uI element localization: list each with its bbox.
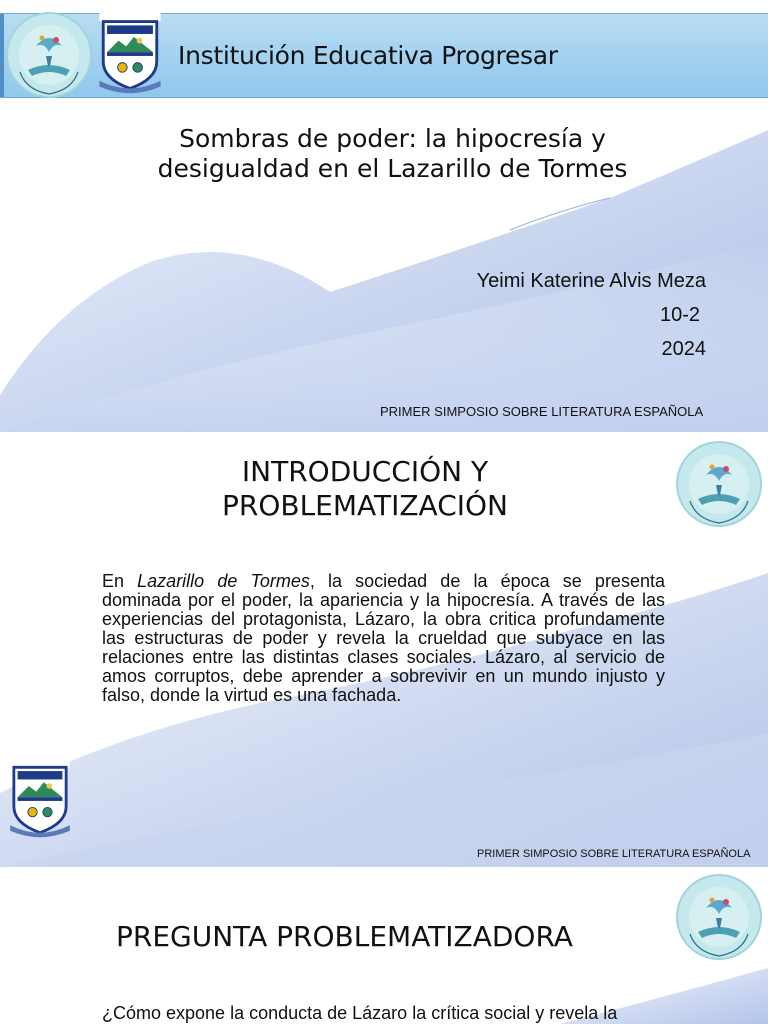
slide-footer: PRIMER SIMPOSIO SOBRE LITERATURA ESPAÑOLA: [380, 404, 704, 419]
year: 2024: [661, 338, 706, 360]
intro-text-rest: , la sociedad de la época se presenta dominada por el poder, la apariencia y la hipocresía. A través de las experiencias del protagonista, Lázaro, la obra critica profundamente las estructuras de poder y revela la crueldad que subyace en las relaciones entre las distintas clases sociales. Lázaro, al servicio de amos corruptos, debe aprender a sobrevivir en un mundo injusto y falso, donde la virtud es una fachada.: [102, 571, 665, 705]
question-paragraph: ¿Cómo expone la conducta de Lázaro la crítica social y revela la: [102, 1003, 618, 1023]
slide-question: [0, 868, 768, 1024]
school-shield-logo: [94, 12, 166, 98]
intro-text-start: En: [102, 571, 138, 591]
plan-lector-logo: [676, 874, 762, 960]
intro-paragraph: [102, 572, 665, 705]
header-accent: [0, 14, 4, 97]
plan-lector-logo: [6, 12, 92, 98]
slide-footer: PRIMER SIMPOSIO SOBRE LITERATURA ESPAÑOLA: [477, 848, 751, 860]
school-shield-logo: [6, 758, 74, 842]
section-title: INTRODUCCIÓN Y PROBLEMATIZACIÓN: [221, 455, 508, 522]
author-block: [477, 264, 706, 366]
presentation-title: Sombras de poder: la hipocresía y desigualdad en el Lazarillo de Tormes: [157, 124, 628, 183]
plan-lector-logo: [676, 441, 762, 527]
grade: 10-2: [659, 304, 700, 326]
section-title: PREGUNTA PROBLEMATIZADORA: [116, 920, 573, 953]
slide-cover: [0, 0, 768, 432]
book-title: Lazarillo de Tormes: [137, 571, 310, 591]
author-name: Yeimi Katerine Alvis Meza: [476, 270, 706, 292]
slide-introduction: [0, 433, 768, 867]
institution-name: Institución Educativa Progresar: [178, 41, 558, 70]
